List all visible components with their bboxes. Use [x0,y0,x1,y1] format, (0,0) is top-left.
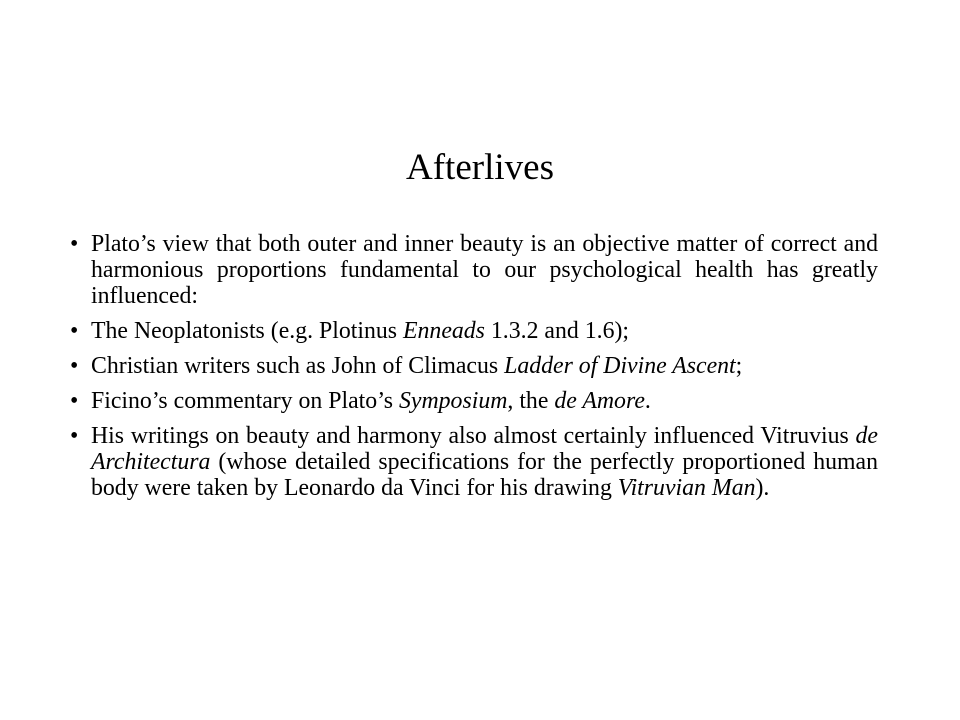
work-title-de-amore: de Amore [554,388,645,414]
bullet-text-start: Ficino’s commentary on Plato’s [91,388,400,414]
bullet-mark: • [70,388,79,414]
bullet-list [70,231,878,510]
bullet-mark: • [70,318,79,344]
bullet-text-start: The Neoplatonists (e.g. Plotinus [91,318,403,344]
bullet-text-start: His writings on beauty and harmony also almost certainly influenced Vitruvius [91,423,856,449]
bullet-text-end: ). [755,475,770,501]
work-title-vitruvian-man: Vitruvian Man [617,475,756,501]
work-title-symposium: Symposium [399,388,508,414]
work-title-ladder: Ladder of Divine Ascent [504,353,736,379]
bullet-item-ficino [70,388,878,414]
bullet-text-end: . [644,388,651,414]
bullet-text-start: Christian writers such as John of Climacus [91,353,505,379]
bullet-text-middle: , the [507,388,555,414]
bullet-mark: • [70,423,79,449]
bullet-text: Plato’s view that both outer and inner beauty is an objective matter of correct and harmonious proportions fundamental to our psychological health has greatly influenced: [91,231,878,309]
slide-title: Afterlives [406,147,554,188]
work-title-de-architectura: de Architectura [91,423,878,475]
bullet-text-middle: (whose detailed specifications for the perfectly proportioned human body were taken by Leonardo da Vinci for his drawing [91,449,878,501]
bullet-item-vitruvius [70,423,878,501]
bullet-text-end: ; [735,353,743,379]
bullet-mark: • [70,353,79,379]
bullet-item-christian-writers [70,353,878,379]
bullet-mark: • [70,231,79,257]
work-title-enneads: Enneads [402,318,485,344]
bullet-item-plato-view [70,231,878,309]
bullet-item-neoplatonists [70,318,878,344]
bullet-text-end: 1.3.2 and 1.6); [484,318,630,344]
